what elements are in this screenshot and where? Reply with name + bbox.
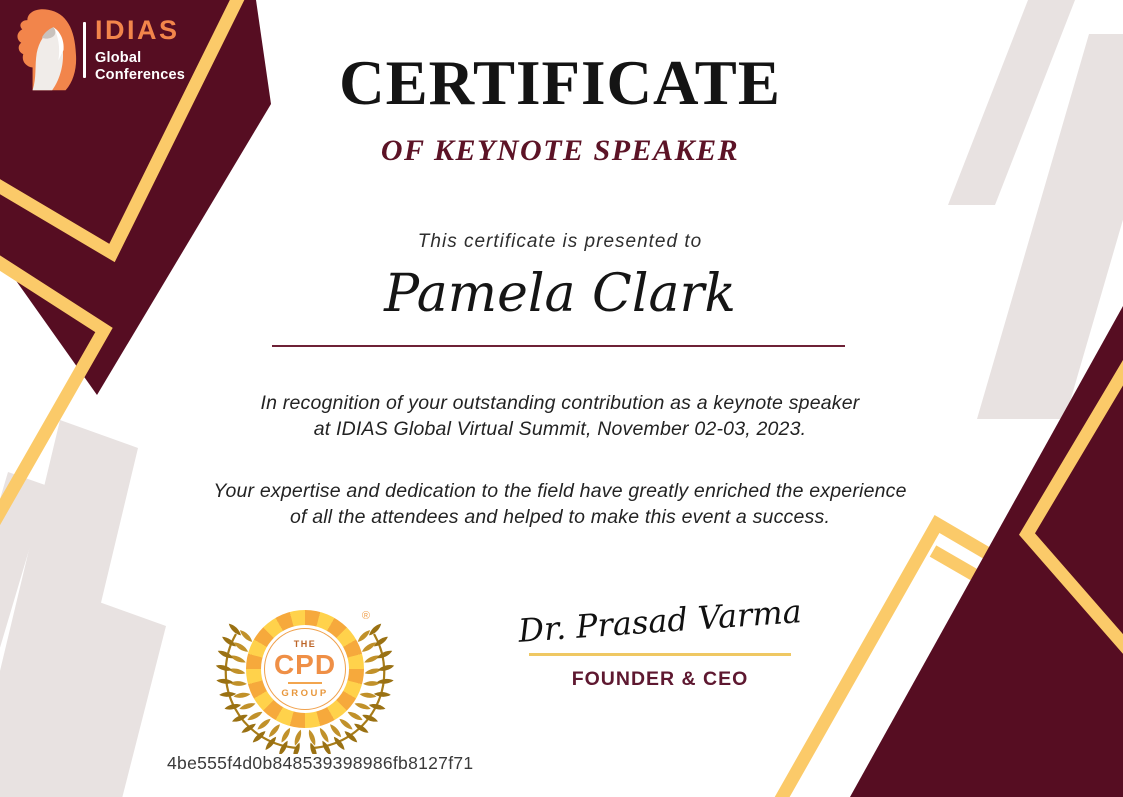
brand-logo <box>14 8 185 92</box>
logo-divider <box>83 22 86 78</box>
certificate-title: CERTIFICATE <box>339 48 781 118</box>
body-paragraph-2 <box>120 478 1000 530</box>
verification-code: 4be555f4d0b848539398986fb8127f71 <box>167 753 474 773</box>
cpd-badge-line-group: GROUP <box>281 688 329 699</box>
cpd-badge-line-the: THE <box>293 639 317 649</box>
recipient-name: Pamela Clark <box>384 264 736 324</box>
signature-script: Dr. Prasad Varma <box>517 592 803 650</box>
body-paragraph-1-line-2: at IDIAS Global Virtual Summit, November 02-03, 2023. <box>313 418 807 440</box>
body-paragraph-1-line-1: In recognition of your outstanding contribution as a keynote speaker <box>260 392 860 414</box>
cpd-accreditation-badge <box>210 598 400 754</box>
cpd-badge-center <box>261 625 349 713</box>
certificate-subtitle: OF KEYNOTE SPEAKER <box>380 134 740 167</box>
recipient-underline <box>272 345 845 347</box>
brand-tagline-line1: Global <box>95 49 142 66</box>
body-paragraph-2-line-2: of all the attendees and helped to make this event a success. <box>289 506 831 528</box>
maroon-corner-bottom-right <box>850 306 1123 797</box>
brand-text <box>95 14 186 83</box>
body-paragraph-2-line-1: Your expertise and dedication to the field have greatly enriched the experience <box>213 480 907 502</box>
signatory-role: FOUNDER & CEO <box>571 668 749 691</box>
presented-line: This certificate is presented to <box>417 231 703 252</box>
brand-name: IDIAS <box>95 14 180 45</box>
registered-trademark: ® <box>361 610 370 622</box>
signature-block <box>515 592 805 691</box>
cpd-badge-divider <box>288 682 322 684</box>
body-paragraph-1 <box>120 390 1000 442</box>
brand-tagline-line2: Conferences <box>95 66 186 83</box>
head-profile-with-scroll-icon <box>14 8 78 92</box>
cpd-badge-line-cpd: CPD <box>273 649 337 680</box>
cpd-rosette <box>246 610 370 728</box>
